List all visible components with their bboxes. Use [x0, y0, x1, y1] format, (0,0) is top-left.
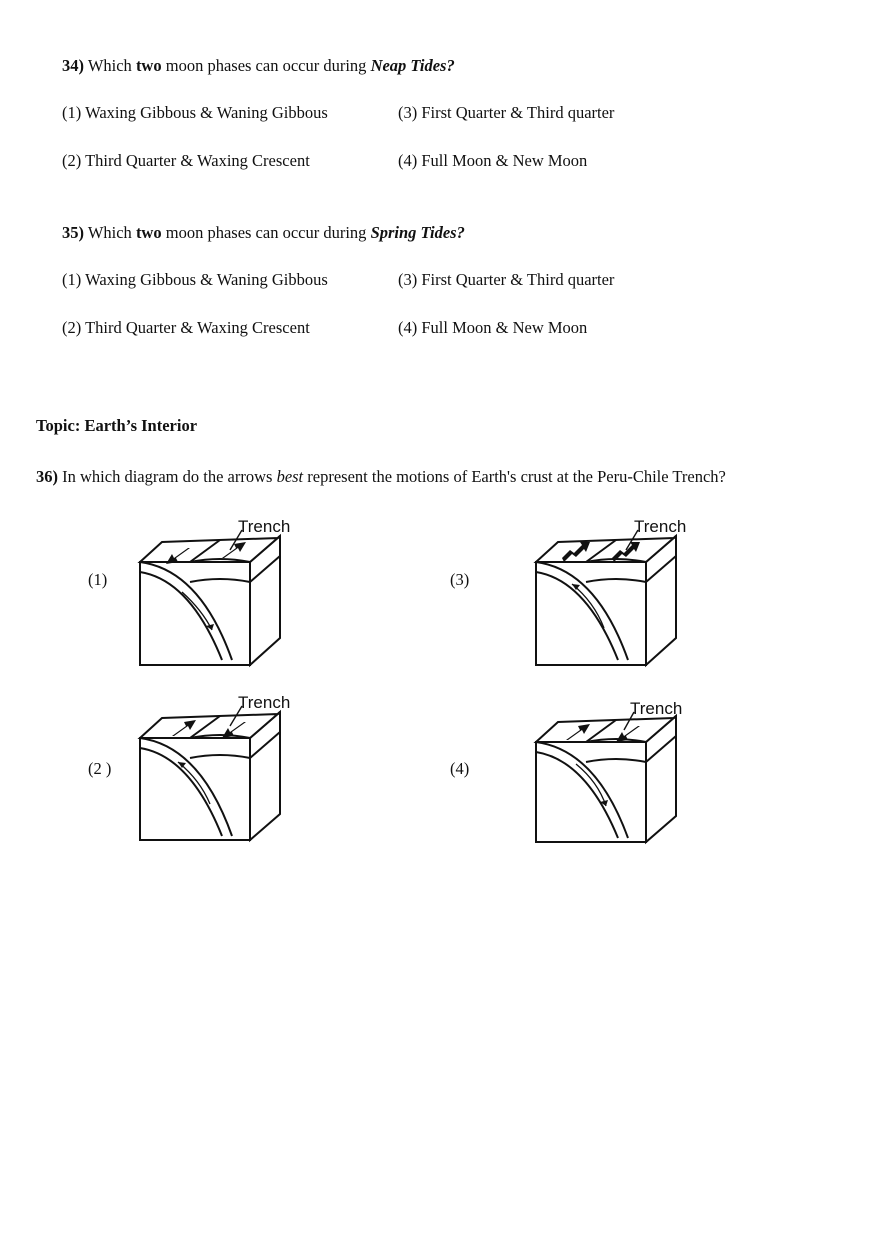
q34-text-middle: moon phases can occur during — [165, 56, 367, 75]
q36-number: 36) — [36, 467, 58, 486]
q35-number: 35) — [62, 223, 84, 242]
q36-choice-4-label[interactable]: (4) — [450, 759, 470, 778]
q36-choice-2-label[interactable]: (2 ) — [88, 759, 112, 778]
q35-term: Spring Tides? — [370, 223, 465, 242]
q35-text-before: Which — [87, 223, 132, 242]
block-diagram-3 — [526, 510, 706, 675]
q36-diagram-4[interactable] — [526, 696, 706, 851]
q35-option-2[interactable]: (2) Third Quarter & Waxing Crescent — [62, 318, 310, 337]
q35-option-4[interactable]: (4) Full Moon & New Moon — [398, 318, 588, 337]
trench-label-4: Trench — [630, 699, 683, 718]
q34-term: Neap Tides? — [370, 56, 455, 75]
q36-text-after: represent the motions of Earth's crust at the Peru-Chile Trench? — [307, 467, 726, 486]
q35-option-3[interactable]: (3) First Quarter & Third quarter — [398, 270, 615, 289]
topic-heading: Topic: Earth’s Interior — [36, 416, 198, 435]
q36-diagram-2[interactable] — [130, 690, 310, 850]
q36-stem — [36, 467, 726, 487]
q36-emph: best — [276, 467, 304, 486]
q36-text-before: In which diagram do the arrows — [62, 467, 273, 486]
trench-label-2: Trench — [238, 693, 291, 712]
q34-option-3[interactable]: (3) First Quarter & Third quarter — [398, 103, 615, 122]
q36-diagram-3[interactable] — [526, 510, 706, 675]
q35-emph: two — [135, 223, 162, 242]
q34-text-before: Which — [87, 56, 132, 75]
q34-option-2[interactable]: (2) Third Quarter & Waxing Crescent — [62, 151, 310, 170]
q34-option-4[interactable]: (4) Full Moon & New Moon — [398, 151, 588, 170]
q35-option-1[interactable]: (1) Waxing Gibbous & Waning Gibbous — [62, 270, 328, 289]
q36-choice-3-label[interactable]: (3) — [450, 570, 470, 589]
q34-number: 34) — [62, 56, 84, 75]
q36-choice-1-label[interactable]: (1) — [88, 570, 108, 589]
q34-stem — [62, 56, 455, 76]
block-diagram-1 — [130, 510, 310, 675]
trench-label-3: Trench — [634, 517, 687, 536]
trench-label-1: Trench — [238, 517, 291, 536]
q34-option-1[interactable]: (1) Waxing Gibbous & Waning Gibbous — [62, 103, 328, 122]
block-diagram-4 — [526, 696, 706, 851]
q36-diagram-1[interactable] — [130, 510, 310, 675]
q35-text-middle: moon phases can occur during — [165, 223, 367, 242]
q34-emph: two — [135, 56, 162, 75]
block-diagram-2 — [130, 690, 310, 850]
q35-stem — [62, 223, 465, 243]
